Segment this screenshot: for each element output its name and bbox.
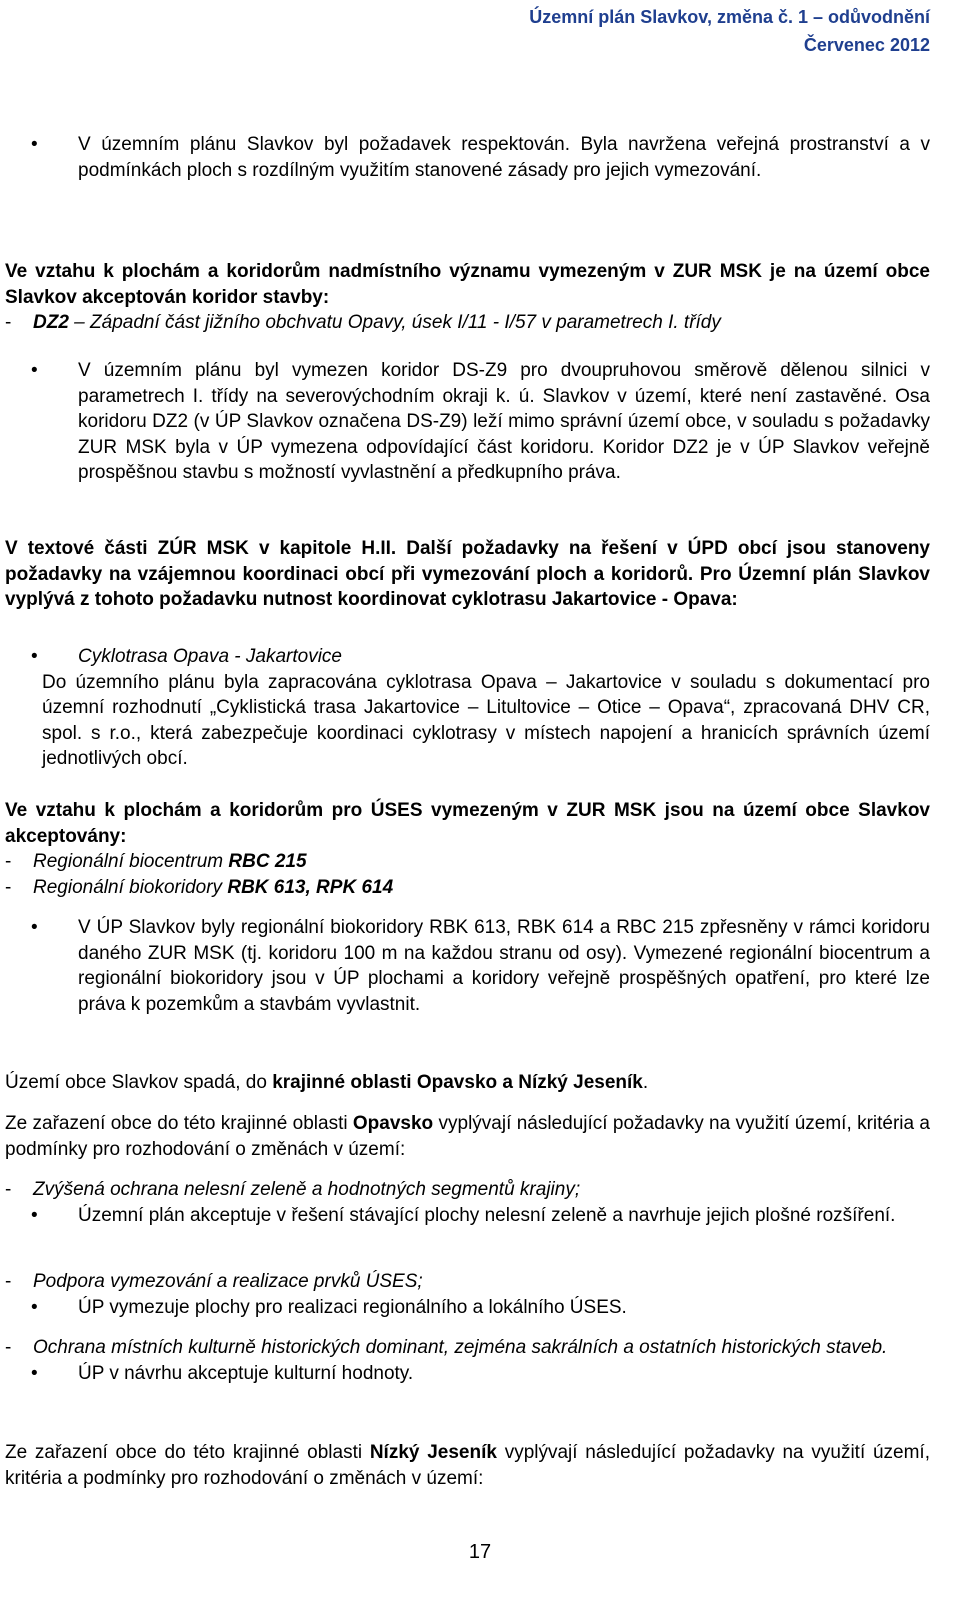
- paragraph: Ze zařazení obce do této krajinné oblasti Opavsko vyplývají následující požadavky na využití území, kritéria a podmínky pro rozhodování o změnách v území:: [5, 1113, 930, 1160]
- bullet-item: • V územním plánu Slavkov byl požadavek respektován. Byla navržena veřejná prostranství a v podmínkách ploch s rozdílným využitím stanovené zásady pro jejich vymezování.: [31, 134, 930, 181]
- page-number: 17: [468, 1541, 492, 1563]
- section-4: [5, 798, 930, 900]
- bullet-marker: •: [31, 646, 38, 667]
- dash-marker: -: [5, 1271, 12, 1292]
- bullet-marker: •: [31, 1296, 38, 1318]
- section-4-bullet: [5, 915, 930, 1017]
- header-title: Územní plán Slavkov, změna č. 1 – odůvodnění: [529, 7, 930, 27]
- dash-item: - Ochrana místních kulturně historických dominant, zejména sakrálních a ostatních historických staveb.: [5, 1335, 930, 1361]
- dash-marker: -: [5, 1337, 12, 1358]
- dash-item: - DZ2 – Západní část jižního obchvatu Opavy, úsek I/11 - I/57 v parametrech I. třídy: [5, 310, 930, 336]
- dash-marker: -: [5, 312, 12, 333]
- requirement-3: [5, 1335, 930, 1386]
- bullet-item: • ÚP vymezuje plochy pro realizaci regionálního a lokálního ÚSES.: [5, 1295, 930, 1321]
- section-2-bullet: [5, 358, 930, 486]
- dash-item: - Podpora vymezování a realizace prvků ÚSES;: [5, 1269, 930, 1295]
- bullet-item: • V územním plánu byl vymezen koridor DS-Z9 pro dvoupruhovou směrově dělenou silnici v parametrech I. třídy na severovýchodním okraji k. ú. Slavkov v území, které není zastavěné. Osa koridoru DZ2 (v ÚP Slavkov označena DS-Z9) leží mimo správní území obce, v souladu s požadavky ZUR MSK byla v ÚP vymezena odpovídající část koridoru. Koridor DZ2 je v ÚP Slavkov veřejně prospěšnou stavbu s možností vyvlastnění a předkupního práva.: [31, 360, 930, 483]
- bullet-marker: •: [31, 917, 38, 938]
- paragraph: V textové části ZÚR MSK v kapitole H.II. Další požadavky na řešení v ÚPD obcí jsou stanoveny požadavky na vzájemnou koordinaci obcí při vymezování ploch a koridorů. Pro Územní plán Slavkov vyplývá z tohoto požadavku nutnost koordinovat cyklotrasu Jakartovice - Opava:: [5, 538, 930, 610]
- requirement-1: [5, 1177, 930, 1228]
- section-3: [5, 536, 930, 613]
- section-3-bullet: [5, 644, 930, 772]
- dash-item: - Regionální biocentrum RBC 215: [5, 849, 930, 875]
- paragraph: Ze zařazení obce do této krajinné oblasti Nízký Jeseník vyplývají následující požadavky na využití území, kritéria a podmínky pro rozhodování o změnách v území:: [5, 1442, 930, 1489]
- header-date: Červenec 2012: [803, 35, 930, 55]
- section-5: [5, 1070, 930, 1096]
- bullet-marker: •: [31, 1204, 38, 1226]
- bullet-item: • Cyklotrasa Opava - Jakartovice: [5, 644, 930, 670]
- section-6: [5, 1111, 930, 1162]
- section-1: [5, 132, 930, 183]
- paragraph: Ve vztahu k plochám a koridorům pro ÚSES vymezeným v ZUR MSK jsou na území obce Slavkov akceptovány:: [5, 800, 930, 847]
- dash-marker: -: [5, 1179, 12, 1200]
- paragraph: Ve vztahu k plochám a koridorům nadmístního významu vymezeným v ZUR MSK je na území obce Slavkov akceptován koridor stavby:: [5, 261, 930, 308]
- dash-item: - Zvýšená ochrana nelesní zeleně a hodnotných segmentů krajiny;: [5, 1177, 930, 1203]
- dash-item: - Regionální biokoridory RBK 613, RPK 614: [5, 875, 930, 901]
- dash-marker: -: [5, 876, 12, 898]
- bullet-marker: •: [31, 360, 38, 381]
- paragraph: Území obce Slavkov spadá, do krajinné oblasti Opavsko a Nízký Jeseník.: [5, 1072, 649, 1093]
- bullet-marker: •: [31, 134, 38, 155]
- bullet-marker: •: [31, 1362, 38, 1384]
- section-7: [5, 1440, 930, 1491]
- page-header: [529, 3, 930, 59]
- section-2: [5, 259, 930, 336]
- bullet-item: • Územní plán akceptuje v řešení stávající plochy nelesní zeleně a navrhuje jejich plošné rozšíření.: [5, 1203, 930, 1229]
- dash-marker: -: [5, 851, 12, 872]
- requirement-2: [5, 1269, 930, 1320]
- bullet-item: • V ÚP Slavkov byly regionální biokoridory RBK 613, RBK 614 a RBC 215 zpřesněny v rámci koridoru daného ZUR MSK (tj. koridoru 100 m na každou stranu od osy). Vymezené regionální biocentrum a regionální biokoridory jsou v ÚP plochami a koridory veřejně prospěšných opatření, pro které lze práva k pozemkům a stavbám vyvlastnit.: [31, 917, 930, 1015]
- bullet-item: • ÚP v návrhu akceptuje kulturní hodnoty.: [5, 1361, 930, 1387]
- paragraph: Do územního plánu byla zapracována cyklotrasa Opava – Jakartovice v souladu s dokumentací pro územní rozhodnutí „Cyklistická trasa Jakartovice – Litultovice – Otice – Opava“, zpracovaná DHV CR, spol. s r.o., která zabezpečuje koordinaci cyklotrasy v místech napojení a hranicích správních území jednotlivých obcí.: [42, 671, 930, 769]
